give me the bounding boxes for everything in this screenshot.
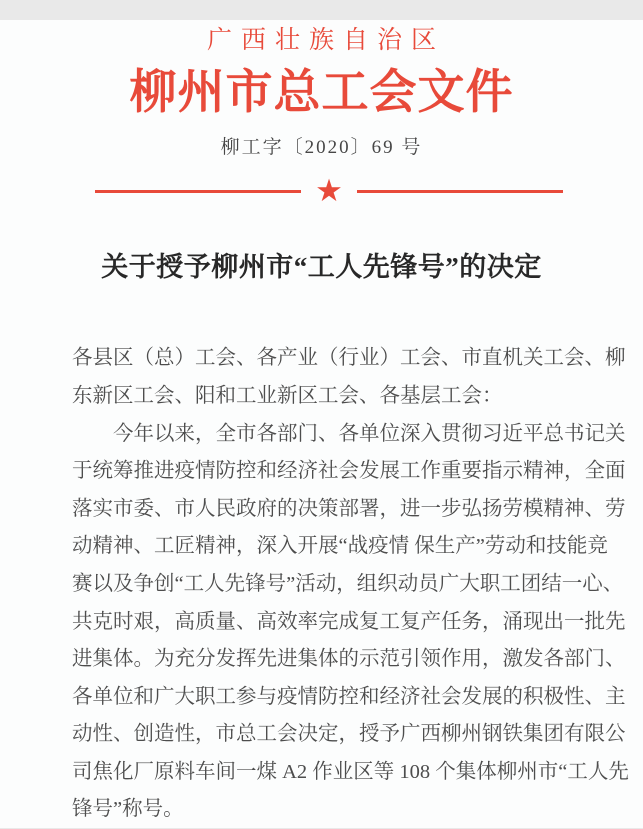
paragraph-line: 于统筹推进疫情防控和经济社会发展工作重要指示精神，全面 <box>72 460 626 483</box>
paragraph-line: 各单位和广大职工参与疫情防控和经济社会发展的积极性、主 <box>72 685 626 708</box>
document-body <box>72 340 629 829</box>
region-name: 广西壮族自治区 <box>206 27 445 54</box>
document-title: 关于授予柳州市“工人先锋号”的决定 <box>101 252 542 283</box>
document-number: 柳工字〔2020〕69 号 <box>220 137 423 159</box>
star-icon: ★ <box>315 173 343 209</box>
salutation-line: 各县区（总）工会、各产业（行业）工会、市直机关工会、柳 <box>72 347 626 370</box>
red-divider <box>95 173 563 209</box>
paragraph-line: 动精神、工匠精神，深入开展“战疫情 保生产”劳动和技能竞 <box>72 535 608 558</box>
paragraph-line: 进集体。为充分发挥先进集体的示范引领作用，激发各部门、 <box>72 648 626 671</box>
paragraph-line: 动性、创造性，市总工会决定，授予广西柳州钢铁集团有限公 <box>72 723 626 746</box>
paragraph-line: 司焦化厂原料车间一煤 A2 作业区等 108 个集体柳州市“工人先 <box>72 760 629 783</box>
paragraph-line: 今年以来，全市各部门、各单位深入贯彻习近平总书记关 <box>113 422 626 445</box>
paragraph-line: 共克时艰，高质量、高效率完成复工复产任务，涌现出一批先 <box>72 610 626 633</box>
divider-line-left <box>95 190 301 193</box>
paragraph-line: 落实市委、市人民政府的决策部署，进一步弘扬劳模精神、劳 <box>72 497 626 520</box>
paragraph-line: 赛以及争创“工人先锋号”活动，组织动员广大职工团结一心、 <box>72 572 624 595</box>
organization-title: 柳州市总工会文件 <box>129 67 514 119</box>
document-page <box>0 20 643 828</box>
divider-line-right <box>357 190 563 193</box>
paragraph-line: 锋号”称号。 <box>72 798 184 821</box>
salutation-line: 东新区工会、阳和工业新区工会、各基层工会： <box>72 384 503 407</box>
